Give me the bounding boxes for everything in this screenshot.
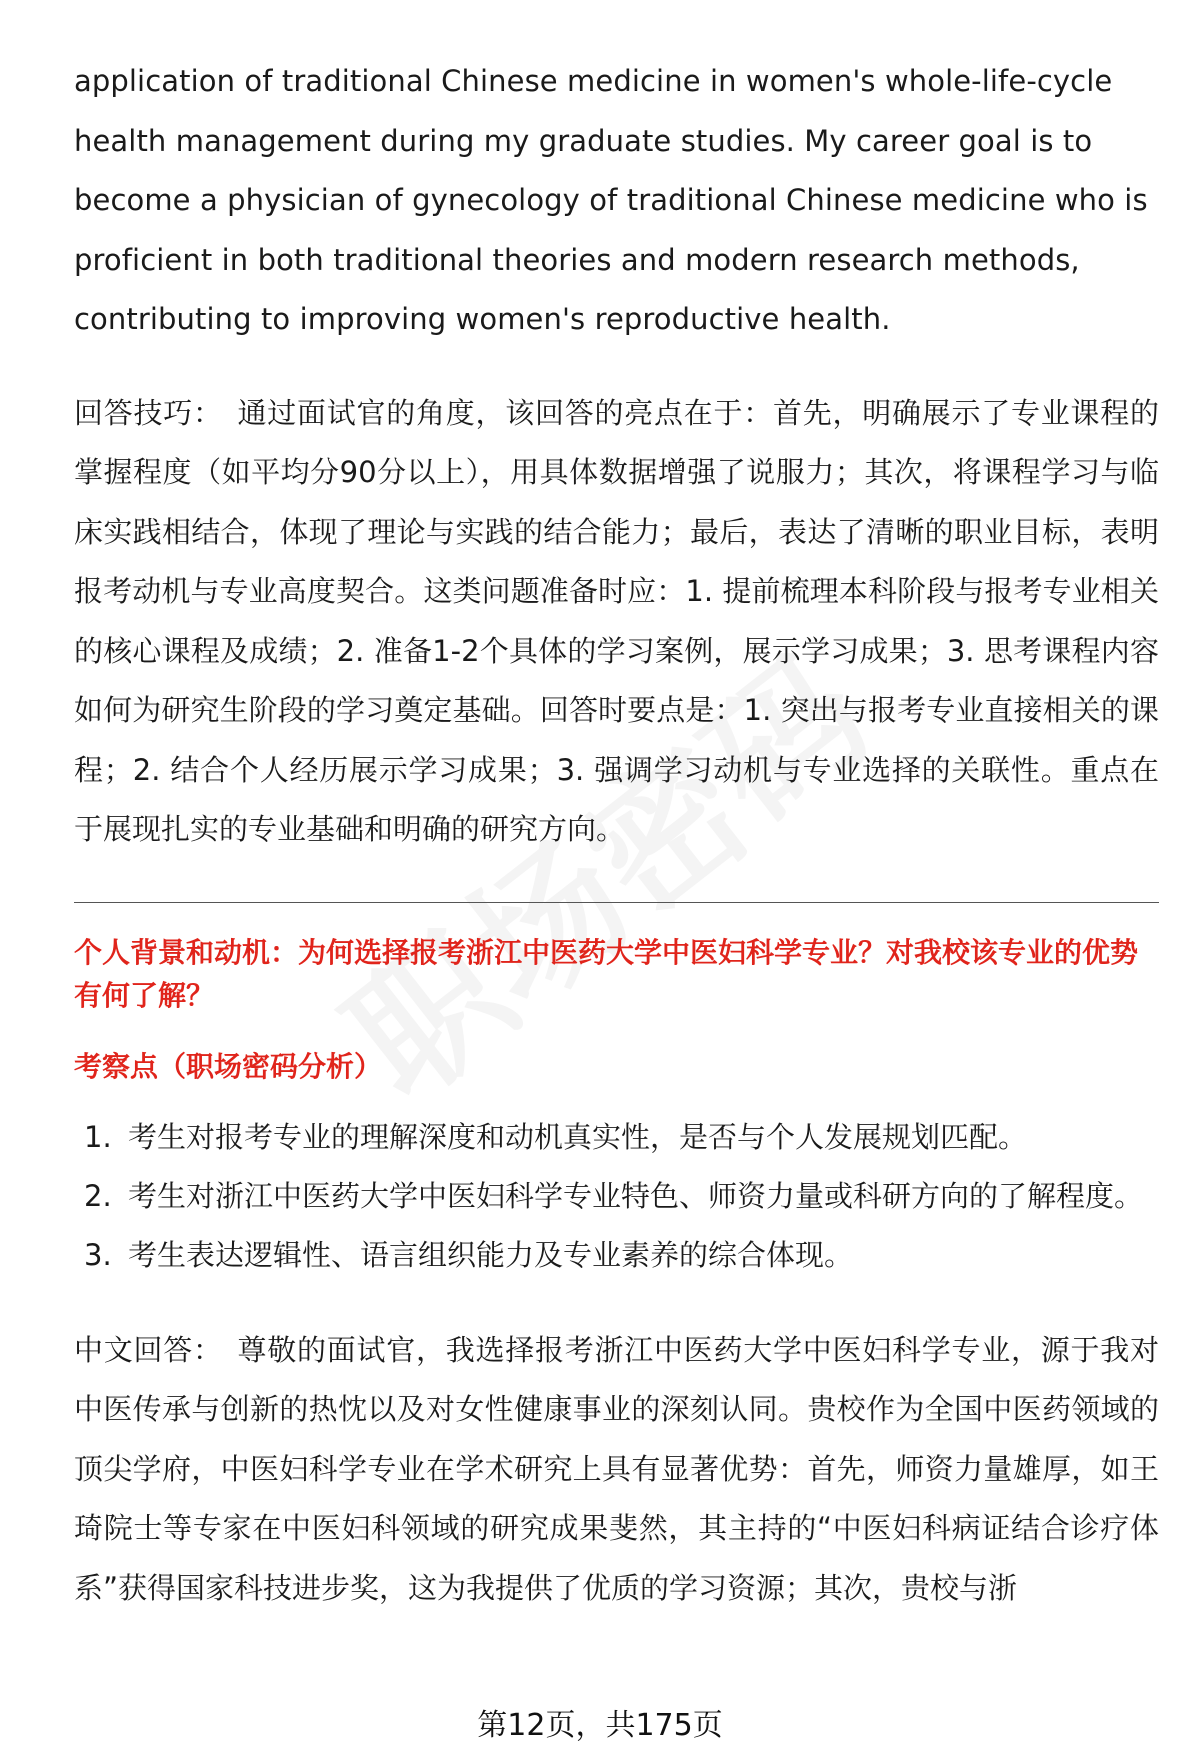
list-item (74, 1226, 1159, 1285)
list-item-text: 考生对浙江中医药大学中医妇科学专业特色、师资力量或科研方向的了解程度。 (128, 1178, 1144, 1213)
analysis-heading: 考察点（职场密码分析） (74, 1049, 383, 1083)
chinese-answer-paragraph (74, 1321, 1159, 1619)
list-item-text: 考生对报考专业的理解深度和动机真实性，是否与个人发展规划匹配。 (128, 1119, 1028, 1154)
chinese-answer-label: 中文回答： (74, 1332, 223, 1367)
document-page (74, 52, 1159, 1618)
answer-tips-paragraph (74, 384, 1159, 860)
list-item-number: 3. (84, 1237, 112, 1272)
list-item-number: 1. (84, 1119, 112, 1154)
chinese-answer-text: 尊敬的面试官，我选择报考浙江中医药大学中医妇科学专业，源于我对中医传承与创新的热忱以及对女性健康事业的深刻认同。贵校作为全国中医药领域的顶尖学府，中医妇科学专业在学术研究上具有显著优势：首先，师资力量雄厚，如王琦院士等专家在中医妇科领域的研究成果斐然，其主持的“中医妇科病证结合诊疗体系”获得国家科技进步奖，这为我提供了优质的学习资源；其次，贵校与浙 (74, 1332, 1159, 1605)
list-item (74, 1167, 1159, 1226)
answer-tips-text: 通过面试官的角度，该回答的亮点在于：首先，明确展示了专业课程的掌握程度（如平均分90分以上），用具体数据增强了说服力；其次，将课程学习与临床实践相结合，体现了理论与实践的结合能力；最后，表达了清晰的职业目标，表明报考动机与专业高度契合。这类问题准备时应：1. 提前梳理本科阶段与报考专业相关的核心课程及成绩；2. 准备1-2个具体的学习案例，展示学习成果；3. 思考课程内容如何为研究生阶段的学习奠定基础。回答时要点是：1. 突出与报考专业直接相关的课程；2. 结合个人经历展示学习成果；3. 强调学习动机与专业选择的关联性。重点在于展现扎实的专业基础和明确的研究方向。 (74, 395, 1159, 846)
section-divider (74, 902, 1159, 903)
list-item-text: 考生表达逻辑性、语言组织能力及专业素养的综合体现。 (128, 1237, 854, 1272)
question-heading: 个人背景和动机：为何选择报考浙江中医药大学中医妇科学专业？对我校该专业的优势有何了解？ (74, 935, 1139, 1012)
page-number-footer: 第12页，共175页 (477, 1708, 723, 1743)
list-item (74, 1108, 1159, 1167)
previous-answer-english: application of traditional Chinese medicine in women's whole-life-cycle health management during my graduate studies. My career goal is to become a physician of gynecology of traditional Chinese medicine who is proficient in both traditional theories and modern research methods, contributing to improving women's reproductive health. (74, 64, 1148, 336)
list-item-number: 2. (84, 1178, 112, 1213)
analysis-points-list (74, 1108, 1159, 1285)
answer-tips-label: 回答技巧： (74, 395, 223, 430)
